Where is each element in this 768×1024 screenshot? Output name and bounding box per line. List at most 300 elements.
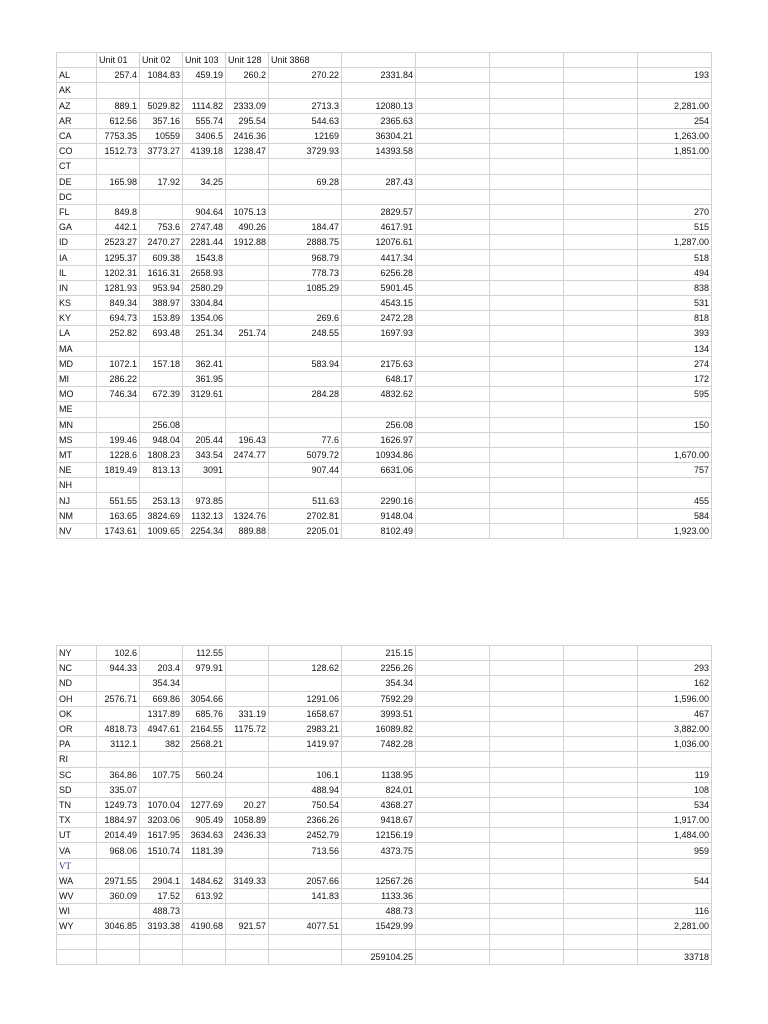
value-cell[interactable]: 335.07 <box>97 782 140 797</box>
value-cell[interactable] <box>416 676 490 691</box>
value-cell[interactable]: 3046.85 <box>97 919 140 934</box>
value-cell[interactable] <box>97 417 140 432</box>
value-cell[interactable] <box>140 189 183 204</box>
value-cell[interactable]: 4190.68 <box>183 919 226 934</box>
value-cell[interactable]: 2254.34 <box>183 523 226 538</box>
value-cell[interactable] <box>490 706 564 721</box>
value-cell[interactable]: 1,263.00 <box>638 128 712 143</box>
value-cell[interactable]: 17.52 <box>140 889 183 904</box>
value-cell[interactable] <box>490 752 564 767</box>
value-cell[interactable]: 2713.3 <box>269 98 342 113</box>
value-cell[interactable] <box>183 858 226 873</box>
column-header[interactable] <box>416 53 490 68</box>
value-cell[interactable]: 284.28 <box>269 387 342 402</box>
value-cell[interactable] <box>416 463 490 478</box>
value-cell[interactable] <box>490 98 564 113</box>
state-cell[interactable]: ME <box>57 402 97 417</box>
value-cell[interactable]: 1075.13 <box>226 204 269 219</box>
value-cell[interactable]: 813.13 <box>140 463 183 478</box>
value-cell[interactable] <box>490 463 564 478</box>
value-cell[interactable]: 1543.8 <box>183 250 226 265</box>
value-cell[interactable]: 1419.97 <box>269 737 342 752</box>
value-cell[interactable]: 455 <box>638 493 712 508</box>
value-cell[interactable] <box>226 280 269 295</box>
column-header[interactable]: Unit 128 <box>226 53 269 68</box>
value-cell[interactable]: 393 <box>638 326 712 341</box>
value-cell[interactable] <box>140 934 183 949</box>
value-cell[interactable]: 12076.61 <box>342 235 416 250</box>
value-cell[interactable] <box>226 174 269 189</box>
value-cell[interactable] <box>226 159 269 174</box>
value-cell[interactable]: 4077.51 <box>269 919 342 934</box>
value-cell[interactable]: 1291.06 <box>269 691 342 706</box>
state-cell[interactable]: ID <box>57 235 97 250</box>
value-cell[interactable] <box>226 189 269 204</box>
value-cell[interactable]: 511.63 <box>269 493 342 508</box>
value-cell[interactable]: 7592.29 <box>342 691 416 706</box>
value-cell[interactable]: 2333.09 <box>226 98 269 113</box>
state-cell[interactable]: PA <box>57 737 97 752</box>
state-cell[interactable]: VA <box>57 843 97 858</box>
value-cell[interactable]: 1085.29 <box>269 280 342 295</box>
value-cell[interactable] <box>226 691 269 706</box>
value-cell[interactable]: 1697.93 <box>342 326 416 341</box>
value-cell[interactable] <box>490 235 564 250</box>
value-cell[interactable] <box>269 478 342 493</box>
value-cell[interactable] <box>490 493 564 508</box>
value-cell[interactable]: 2281.44 <box>183 235 226 250</box>
value-cell[interactable]: 1132.13 <box>183 508 226 523</box>
value-cell[interactable] <box>97 934 140 949</box>
value-cell[interactable]: 612.56 <box>97 113 140 128</box>
state-cell[interactable]: RI <box>57 752 97 767</box>
value-cell[interactable]: 274 <box>638 356 712 371</box>
value-cell[interactable]: 254 <box>638 113 712 128</box>
value-cell[interactable] <box>416 706 490 721</box>
value-cell[interactable] <box>416 493 490 508</box>
value-cell[interactable] <box>490 661 564 676</box>
value-cell[interactable]: 1084.83 <box>140 68 183 83</box>
value-cell[interactable] <box>564 265 638 280</box>
value-cell[interactable] <box>416 417 490 432</box>
value-cell[interactable]: 4617.91 <box>342 220 416 235</box>
state-cell[interactable]: DE <box>57 174 97 189</box>
value-cell[interactable] <box>226 949 269 964</box>
value-cell[interactable]: 163.65 <box>97 508 140 523</box>
value-cell[interactable] <box>226 265 269 280</box>
value-cell[interactable]: 2,281.00 <box>638 919 712 934</box>
value-cell[interactable] <box>490 341 564 356</box>
value-cell[interactable]: 3149.33 <box>226 873 269 888</box>
value-cell[interactable]: 824.01 <box>342 782 416 797</box>
state-cell[interactable]: WY <box>57 919 97 934</box>
value-cell[interactable] <box>416 68 490 83</box>
value-cell[interactable] <box>638 174 712 189</box>
value-cell[interactable] <box>638 752 712 767</box>
value-cell[interactable]: 251.34 <box>183 326 226 341</box>
value-cell[interactable]: 467 <box>638 706 712 721</box>
value-cell[interactable] <box>269 159 342 174</box>
value-cell[interactable]: 2523.27 <box>97 235 140 250</box>
value-cell[interactable]: 357.16 <box>140 113 183 128</box>
value-cell[interactable] <box>140 371 183 386</box>
state-cell[interactable]: MN <box>57 417 97 432</box>
value-cell[interactable]: 102.6 <box>97 646 140 661</box>
value-cell[interactable]: 1,917.00 <box>638 813 712 828</box>
value-cell[interactable] <box>564 356 638 371</box>
value-cell[interactable]: 1,596.00 <box>638 691 712 706</box>
value-cell[interactable] <box>564 737 638 752</box>
value-cell[interactable]: 3203.06 <box>140 813 183 828</box>
value-cell[interactable]: 293 <box>638 661 712 676</box>
value-cell[interactable] <box>564 144 638 159</box>
value-cell[interactable] <box>140 341 183 356</box>
value-cell[interactable]: 7753.35 <box>97 128 140 143</box>
value-cell[interactable] <box>490 68 564 83</box>
value-cell[interactable]: 1133.36 <box>342 889 416 904</box>
state-cell[interactable]: OH <box>57 691 97 706</box>
value-cell[interactable]: 3406.5 <box>183 128 226 143</box>
value-cell[interactable] <box>226 889 269 904</box>
value-cell[interactable] <box>564 843 638 858</box>
value-cell[interactable] <box>490 311 564 326</box>
value-cell[interactable]: 343.54 <box>183 447 226 462</box>
value-cell[interactable] <box>490 873 564 888</box>
value-cell[interactable] <box>269 402 342 417</box>
value-cell[interactable] <box>269 371 342 386</box>
state-cell[interactable]: CA <box>57 128 97 143</box>
value-cell[interactable] <box>416 83 490 98</box>
value-cell[interactable] <box>97 478 140 493</box>
value-cell[interactable] <box>416 98 490 113</box>
state-cell[interactable]: OK <box>57 706 97 721</box>
value-cell[interactable]: 1,670.00 <box>638 447 712 462</box>
value-cell[interactable] <box>183 402 226 417</box>
value-cell[interactable] <box>226 356 269 371</box>
value-cell[interactable]: 595 <box>638 387 712 402</box>
state-cell[interactable]: UT <box>57 828 97 843</box>
column-header[interactable]: Unit 01 <box>97 53 140 68</box>
value-cell[interactable]: 157.18 <box>140 356 183 371</box>
value-cell[interactable] <box>97 904 140 919</box>
value-cell[interactable]: 609.38 <box>140 250 183 265</box>
value-cell[interactable] <box>183 189 226 204</box>
value-cell[interactable]: 889.1 <box>97 98 140 113</box>
value-cell[interactable] <box>564 447 638 462</box>
value-cell[interactable] <box>564 371 638 386</box>
value-cell[interactable] <box>226 341 269 356</box>
value-cell[interactable] <box>97 858 140 873</box>
value-cell[interactable]: 2576.71 <box>97 691 140 706</box>
value-cell[interactable]: 361.95 <box>183 371 226 386</box>
value-cell[interactable]: 494 <box>638 265 712 280</box>
value-cell[interactable] <box>416 782 490 797</box>
value-cell[interactable]: 2702.81 <box>269 508 342 523</box>
value-cell[interactable]: 287.43 <box>342 174 416 189</box>
value-cell[interactable] <box>490 250 564 265</box>
value-cell[interactable] <box>564 463 638 478</box>
value-cell[interactable]: 364.86 <box>97 767 140 782</box>
value-cell[interactable] <box>490 447 564 462</box>
value-cell[interactable]: 560.24 <box>183 767 226 782</box>
state-cell[interactable]: AR <box>57 113 97 128</box>
value-cell[interactable] <box>564 828 638 843</box>
value-cell[interactable] <box>416 737 490 752</box>
state-cell[interactable]: CO <box>57 144 97 159</box>
value-cell[interactable]: 944.33 <box>97 661 140 676</box>
value-cell[interactable] <box>416 174 490 189</box>
value-cell[interactable]: 672.39 <box>140 387 183 402</box>
value-cell[interactable]: 215.15 <box>342 646 416 661</box>
state-cell[interactable]: FL <box>57 204 97 219</box>
value-cell[interactable]: 488.94 <box>269 782 342 797</box>
value-cell[interactable]: 905.49 <box>183 813 226 828</box>
value-cell[interactable] <box>269 858 342 873</box>
value-cell[interactable] <box>269 296 342 311</box>
value-cell[interactable] <box>416 934 490 949</box>
value-cell[interactable] <box>490 691 564 706</box>
value-cell[interactable]: 778.73 <box>269 265 342 280</box>
value-cell[interactable]: 9418.67 <box>342 813 416 828</box>
value-cell[interactable] <box>564 752 638 767</box>
value-cell[interactable] <box>342 159 416 174</box>
value-cell[interactable] <box>269 949 342 964</box>
value-cell[interactable]: 2474.77 <box>226 447 269 462</box>
value-cell[interactable]: 253.13 <box>140 493 183 508</box>
value-cell[interactable] <box>490 432 564 447</box>
state-cell[interactable]: IA <box>57 250 97 265</box>
value-cell[interactable] <box>564 919 638 934</box>
value-cell[interactable] <box>490 296 564 311</box>
value-cell[interactable]: 1009.65 <box>140 523 183 538</box>
value-cell[interactable] <box>490 858 564 873</box>
value-cell[interactable] <box>416 873 490 888</box>
state-cell[interactable]: MA <box>57 341 97 356</box>
value-cell[interactable]: 2971.55 <box>97 873 140 888</box>
value-cell[interactable]: 331.19 <box>226 706 269 721</box>
value-cell[interactable]: 838 <box>638 280 712 295</box>
value-cell[interactable]: 362.41 <box>183 356 226 371</box>
column-header[interactable] <box>490 53 564 68</box>
value-cell[interactable] <box>269 676 342 691</box>
value-cell[interactable]: 1617.95 <box>140 828 183 843</box>
value-cell[interactable]: 1228.6 <box>97 447 140 462</box>
value-cell[interactable] <box>416 904 490 919</box>
value-cell[interactable] <box>269 83 342 98</box>
value-cell[interactable]: 1058.89 <box>226 813 269 828</box>
value-cell[interactable]: 360.09 <box>97 889 140 904</box>
value-cell[interactable] <box>183 782 226 797</box>
value-cell[interactable] <box>342 189 416 204</box>
value-cell[interactable] <box>416 159 490 174</box>
value-cell[interactable] <box>97 676 140 691</box>
value-cell[interactable]: 1808.23 <box>140 447 183 462</box>
value-cell[interactable]: 107.75 <box>140 767 183 782</box>
value-cell[interactable]: 184.47 <box>269 220 342 235</box>
value-cell[interactable]: 959 <box>638 843 712 858</box>
value-cell[interactable] <box>564 98 638 113</box>
value-cell[interactable]: 2331.84 <box>342 68 416 83</box>
value-cell[interactable] <box>490 326 564 341</box>
value-cell[interactable]: 544 <box>638 873 712 888</box>
value-cell[interactable] <box>564 523 638 538</box>
value-cell[interactable]: 2256.26 <box>342 661 416 676</box>
value-cell[interactable] <box>226 661 269 676</box>
value-cell[interactable] <box>226 417 269 432</box>
value-cell[interactable] <box>490 782 564 797</box>
value-cell[interactable] <box>140 83 183 98</box>
value-cell[interactable] <box>226 83 269 98</box>
value-cell[interactable] <box>416 189 490 204</box>
value-cell[interactable] <box>416 387 490 402</box>
value-cell[interactable] <box>638 432 712 447</box>
value-cell[interactable]: 205.44 <box>183 432 226 447</box>
value-cell[interactable] <box>564 721 638 736</box>
value-cell[interactable] <box>564 478 638 493</box>
state-cell[interactable]: TN <box>57 797 97 812</box>
value-cell[interactable] <box>490 676 564 691</box>
value-cell[interactable]: 77.6 <box>269 432 342 447</box>
value-cell[interactable] <box>564 767 638 782</box>
value-cell[interactable] <box>183 752 226 767</box>
value-cell[interactable]: 1658.67 <box>269 706 342 721</box>
value-cell[interactable]: 753.6 <box>140 220 183 235</box>
value-cell[interactable]: 3634.63 <box>183 828 226 843</box>
value-cell[interactable] <box>342 402 416 417</box>
value-cell[interactable] <box>416 235 490 250</box>
value-cell[interactable]: 1181.39 <box>183 843 226 858</box>
value-cell[interactable]: 6256.28 <box>342 265 416 280</box>
value-cell[interactable] <box>416 113 490 128</box>
state-cell[interactable]: IL <box>57 265 97 280</box>
value-cell[interactable] <box>416 311 490 326</box>
value-cell[interactable]: 1175.72 <box>226 721 269 736</box>
value-cell[interactable]: 2416.36 <box>226 128 269 143</box>
value-cell[interactable] <box>564 797 638 812</box>
value-cell[interactable] <box>564 782 638 797</box>
value-cell[interactable] <box>269 904 342 919</box>
value-cell[interactable]: 968.79 <box>269 250 342 265</box>
value-cell[interactable]: 1072.1 <box>97 356 140 371</box>
value-cell[interactable] <box>416 828 490 843</box>
value-cell[interactable] <box>269 189 342 204</box>
value-cell[interactable] <box>490 83 564 98</box>
value-cell[interactable] <box>490 721 564 736</box>
value-cell[interactable]: 286.22 <box>97 371 140 386</box>
value-cell[interactable]: 750.54 <box>269 797 342 812</box>
value-cell[interactable] <box>564 296 638 311</box>
value-cell[interactable]: 69.28 <box>269 174 342 189</box>
value-cell[interactable] <box>490 204 564 219</box>
value-cell[interactable]: 153.89 <box>140 311 183 326</box>
value-cell[interactable]: 2164.55 <box>183 721 226 736</box>
value-cell[interactable] <box>140 858 183 873</box>
value-cell[interactable]: 2,281.00 <box>638 98 712 113</box>
value-cell[interactable]: 354.34 <box>140 676 183 691</box>
value-cell[interactable]: 2365.63 <box>342 113 416 128</box>
value-cell[interactable] <box>490 113 564 128</box>
value-cell[interactable] <box>140 159 183 174</box>
value-cell[interactable] <box>183 83 226 98</box>
value-cell[interactable] <box>140 204 183 219</box>
value-cell[interactable] <box>97 341 140 356</box>
value-cell[interactable]: 251.74 <box>226 326 269 341</box>
value-cell[interactable]: 16089.82 <box>342 721 416 736</box>
value-cell[interactable]: 172 <box>638 371 712 386</box>
value-cell[interactable]: 1912.88 <box>226 235 269 250</box>
value-cell[interactable]: 5079.72 <box>269 447 342 462</box>
value-cell[interactable]: 979.91 <box>183 661 226 676</box>
column-header[interactable] <box>564 53 638 68</box>
value-cell[interactable] <box>564 858 638 873</box>
value-cell[interactable] <box>490 797 564 812</box>
value-cell[interactable] <box>269 204 342 219</box>
value-cell[interactable]: 199.46 <box>97 432 140 447</box>
value-cell[interactable] <box>416 508 490 523</box>
value-cell[interactable] <box>564 432 638 447</box>
value-cell[interactable]: 3129.61 <box>183 387 226 402</box>
value-cell[interactable]: 757 <box>638 463 712 478</box>
value-cell[interactable]: 1,036.00 <box>638 737 712 752</box>
value-cell[interactable] <box>490 934 564 949</box>
value-cell[interactable] <box>226 387 269 402</box>
value-cell[interactable]: 10934.86 <box>342 447 416 462</box>
value-cell[interactable] <box>226 767 269 782</box>
value-cell[interactable] <box>269 646 342 661</box>
value-cell[interactable]: 669.86 <box>140 691 183 706</box>
column-header[interactable]: Unit 103 <box>183 53 226 68</box>
value-cell[interactable]: 36304.21 <box>342 128 416 143</box>
value-cell[interactable]: 7482.28 <box>342 737 416 752</box>
value-cell[interactable]: 1249.73 <box>97 797 140 812</box>
value-cell[interactable] <box>416 813 490 828</box>
value-cell[interactable]: 907.44 <box>269 463 342 478</box>
value-cell[interactable]: 116 <box>638 904 712 919</box>
value-cell[interactable] <box>97 83 140 98</box>
value-cell[interactable] <box>638 478 712 493</box>
value-cell[interactable] <box>490 949 564 964</box>
value-cell[interactable] <box>564 280 638 295</box>
value-cell[interactable] <box>416 691 490 706</box>
value-cell[interactable] <box>564 159 638 174</box>
value-cell[interactable] <box>564 676 638 691</box>
value-cell[interactable] <box>416 661 490 676</box>
value-cell[interactable] <box>183 478 226 493</box>
state-cell[interactable]: MO <box>57 387 97 402</box>
value-cell[interactable]: 388.97 <box>140 296 183 311</box>
value-cell[interactable]: 270 <box>638 204 712 219</box>
value-cell[interactable]: 106.1 <box>269 767 342 782</box>
value-cell[interactable] <box>490 646 564 661</box>
column-header[interactable] <box>638 53 712 68</box>
value-cell[interactable] <box>564 220 638 235</box>
value-cell[interactable] <box>490 189 564 204</box>
value-cell[interactable]: 8102.49 <box>342 523 416 538</box>
value-cell[interactable] <box>269 417 342 432</box>
value-cell[interactable]: 693.48 <box>140 326 183 341</box>
value-cell[interactable] <box>564 813 638 828</box>
value-cell[interactable] <box>416 265 490 280</box>
value-cell[interactable] <box>342 341 416 356</box>
value-cell[interactable] <box>490 402 564 417</box>
value-cell[interactable] <box>490 387 564 402</box>
value-cell[interactable] <box>416 889 490 904</box>
value-cell[interactable]: 256.08 <box>342 417 416 432</box>
value-cell[interactable]: 1,851.00 <box>638 144 712 159</box>
value-cell[interactable] <box>416 326 490 341</box>
value-cell[interactable]: 921.57 <box>226 919 269 934</box>
value-cell[interactable]: 5029.82 <box>140 98 183 113</box>
